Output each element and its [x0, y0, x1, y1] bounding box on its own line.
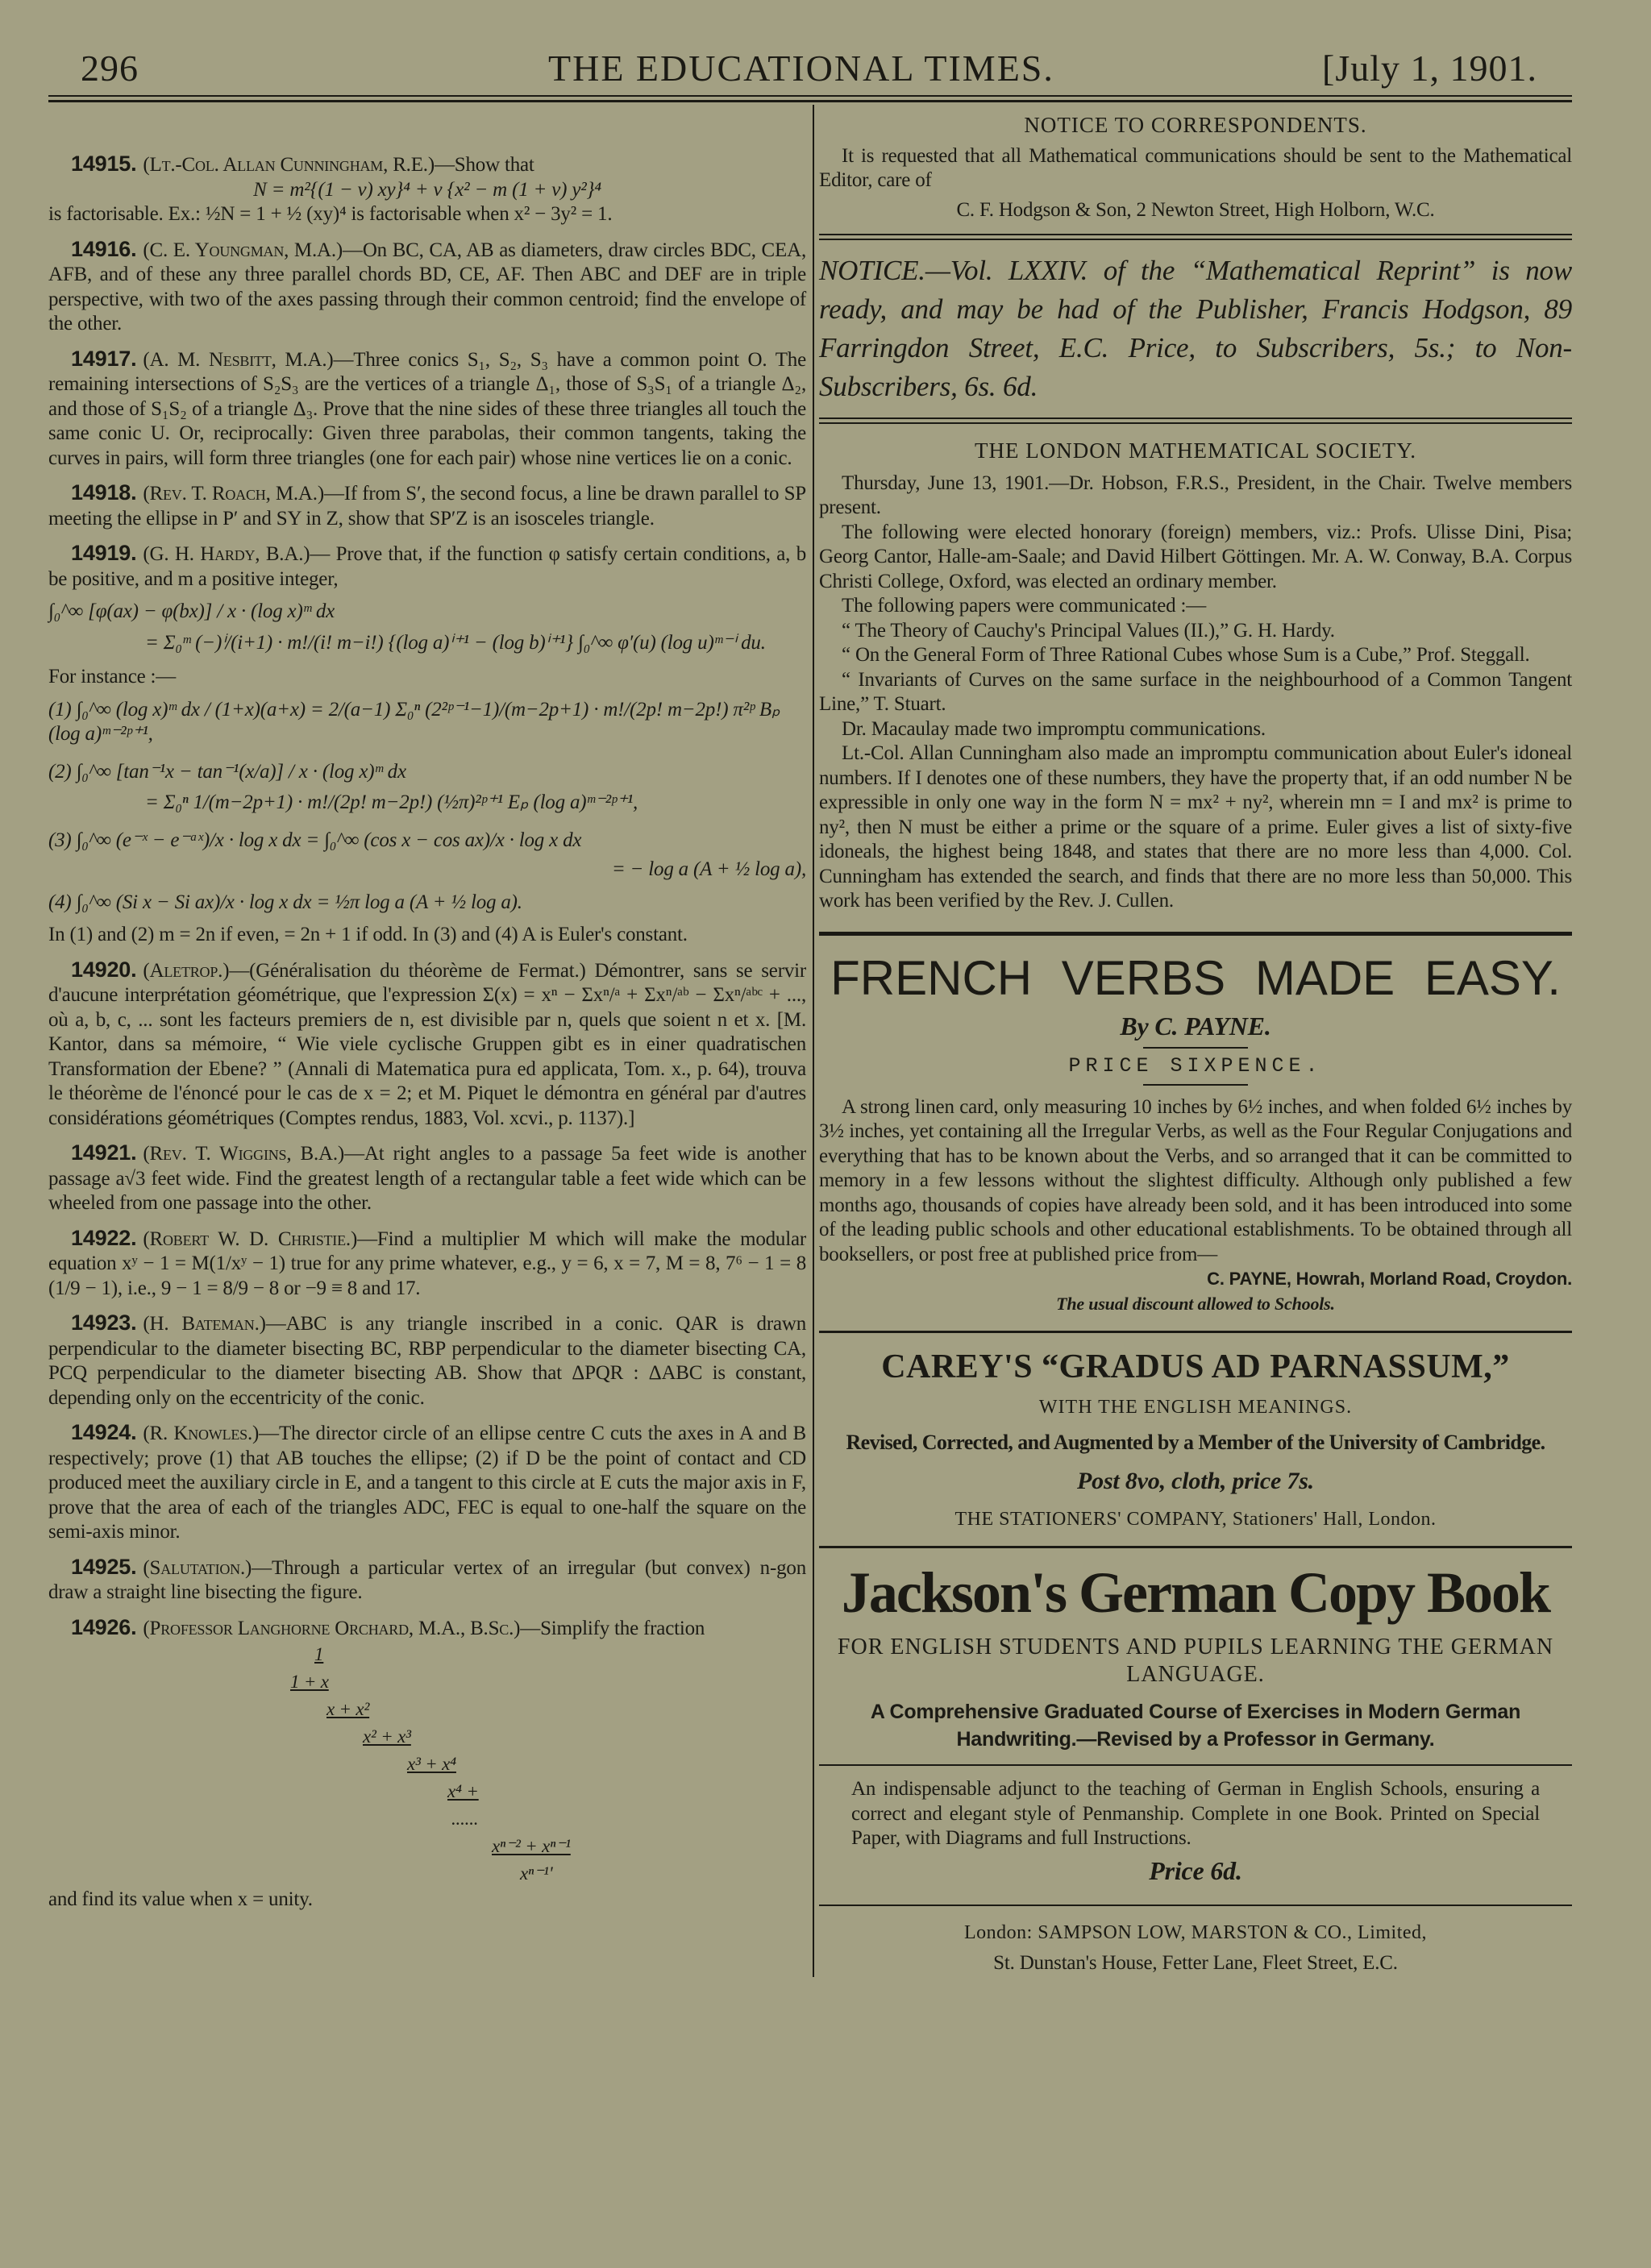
fraction-term: 1 + x [290, 1672, 329, 1692]
notice-address: C. F. Hodgson & Son, 2 Newton Street, High Holborn, W.C. [956, 198, 1435, 221]
problem-number: 14918. [71, 480, 137, 505]
problem-14921 [48, 1140, 806, 1216]
notice-title: NOTICE TO CORRESPONDENTS. [1024, 113, 1367, 137]
fraction-term: 1 [314, 1644, 324, 1664]
problem-number: 14919. [71, 541, 137, 565]
carey-ad-revised: Revised, Corrected, and Augmented by a Member of the University of Cambridge. [846, 1431, 1545, 1454]
problem-text: —ABC is any triangle inscribed in a conic. QAR is drawn perpendicular to the diameter bisecting BC, RBP perpendicular to the diameter bisecting CA, PCQ perpendicular to the diameter bisecting AB. Show that ΔPQR : ΔABC is constant, depending only on the eccentricity of the conic. [48, 1313, 806, 1409]
problem-author: (A. M. Nesbitt, M.A.) [143, 348, 334, 371]
jackson-ad-subtitle: FOR ENGLISH STUDENTS AND PUPILS LEARNING THE GERMAN LANGUAGE. [837, 1635, 1554, 1687]
formula: (4) ∫₀^∞ (Si x − Si ax)/x · log x dx = ½π log a (A + ½ log a). [48, 891, 522, 913]
jackson-ad-title: Jackson's German Copy Book [841, 1560, 1550, 1625]
issue-date: [July 1, 1901. [1322, 48, 1537, 89]
problem-number: 14924. [71, 1420, 137, 1444]
lms-paragraph: “ The Theory of Cauchy's Principal Values (II.),” G. H. Hardy. [842, 619, 1335, 642]
problem-author: (Professor Langhorne Orchard, M.A., B.Sc.) [143, 1617, 521, 1639]
formula: = − log a (A + ½ log a), [611, 858, 806, 880]
jackson-ad-price: Price 6d. [1149, 1855, 1242, 1885]
page-number: 296 [81, 48, 139, 89]
problem-text: —Simplify the fraction [520, 1617, 705, 1639]
problem-14923 [48, 1311, 806, 1410]
divider [1143, 1084, 1248, 1086]
problem-text: —Find a multiplier M which will make the modular equation xʸ − 1 = M(1/xʸ − 1) true for any prime whatever, e.g., y = 6, x = 7, M = 8, 7⁶ − 1 = 8 (1/9 − 1), i.e., 9 − 1 = 8/9 − 8 or −9 ≡ 8 and 17. [48, 1227, 806, 1299]
problem-text: —(Généralisation du théorème de Fermat.) Démontrer, sans se servir d'aucune interprétation géométrique, que l'expression Σ(x) = xⁿ − Σxⁿ/ᵃ + Σxⁿ/ᵃᵇ − Σxⁿ/ᵃᵇᶜ + ..., où a, b, c, ... sont les facteurs premiers de n, est divisible par n, quels que soient n et x. [M. Kantor, dans sa mémoire, “ Wie viele cyclische Gruppen gibt es in einer quadratischen Transformation der Ebene? ” (Annali di Matematica pura ed applicata, Tom. x., p. 64), trouva le théorème de l'énoncé pour le cas de x = 2; et M. Piquet le démontra en général par d'autres considérations géométriques (Comptes rendus, 1883, Vol. xcvi., p. 1137).] [48, 959, 806, 1129]
lms-paragraph: Lt.-Col. Allan Cunningham also made an impromptu communication about Euler's idoneal numbers. If I denotes one of these numbers, they have the property that, if an odd number N be expressible in only one way in the form N = mx² + ny², wherein mn = I and mx² is prime to ny², then N must be either a prime or the square of a prime. Euler gives a list of sixty-five idoneals, the highest being 1848, and states that there are no more less than 4,000. Col. Cunningham has extended the search, and finds that there are no more less than 50,000. This work has been verified by the Rev. J. Cullen. [819, 742, 1572, 912]
lms-paragraph: The following were elected honorary (foreign) members, viz.: Profs. Ulisse Dini, Pisa; Georg Cantor, Halle-am-Saale; and David Hilbert Göttingen. Mr. A. W. Conway, B.A. Corpus Christi College, Oxford, was elected an ordinary member. [819, 521, 1572, 592]
problem-text: —At right angles to a passage 5a feet wide is another passage a√3 feet wide. Find the greatest length of a rectangular table a feet wide which can be wheeled from one passage into the other. [48, 1143, 806, 1214]
formula: = Σ₀ᵐ (−)ⁱ/(i+1) · m!/(i! m−i!) {(log a)ⁱ⁺¹ − (log b)ⁱ⁺¹} ∫₀^∞ φ′(u) (log u)ᵐ⁻ⁱ du. [145, 631, 766, 654]
problem-number: 14915. [71, 152, 137, 176]
lms-report [819, 438, 1572, 914]
section-rule [819, 1546, 1572, 1548]
problem-text-after: is factorisable. Ex.: ½N = 1 + ½ (xy)⁴ is factorisable when x² − 3y² = 1. [48, 203, 613, 225]
problem-author: (H. Bateman.) [143, 1313, 266, 1335]
section-rule [819, 234, 1572, 235]
problem-text: —On BC, CA, AB as diameters, draw circles BDC, CEA, AFB, and of these any three parallel chords BD, CE, AF. Then ABC and DEF are in triple perspective, with two of the axes passing through their common centroid; find the envelope of the other. [48, 239, 807, 334]
problem-14925 [48, 1555, 806, 1605]
divider [1143, 1047, 1248, 1049]
notice-correspondents [819, 113, 1572, 222]
problem-number: 14921. [71, 1140, 137, 1165]
jackson-ad-body: An indispensable adjunct to the teaching of German in English Schools, ensuring a correct and elegant style of Penmanship. Complete in one Book. Printed on Special Paper, with Diagrams and full Instructions. [851, 1778, 1540, 1849]
problem-text: —Three conics S₁, S₂, S₃ have a common point O. The remaining intersections of S₂S₃ are the vertices of a triangle Δ₁, those of S₃S₁ of a triangle Δ₂, and those of S₁S₂ of a triangle Δ₃. Prove that the nine sides of these three triangles all touch the same conic U. Or, reciprocally: Given three parabolas, their common tangents, taking the curves in pairs, will form three triangles (one for each pair) whose nine vertices lie on a conic. [48, 348, 806, 469]
jackson-ad-publisher-1: London: SAMPSON LOW, MARSTON & CO., Limited, [963, 1921, 1428, 1943]
french-ad-discount: The usual discount allowed to Schools. [1056, 1293, 1335, 1314]
problem-author: (Lt.-Col. Allan Cunningham, R.E.) [143, 154, 435, 176]
lms-paragraph: “ On the General Form of Three Rational Cubes whose Sum is a Cube,” Prof. Steggall. [842, 644, 1530, 666]
problem-14915 [48, 152, 806, 227]
french-ad-title: FRENCH VERBS MADE EASY. [830, 950, 1561, 1005]
problem-author: (Robert W. D. Christie.) [143, 1227, 358, 1250]
problem-text: —Through a particular vertex of an irregular (but convex) n-gon draw a straight line bisecting the figure. [48, 1556, 806, 1603]
problem-text: —If from S′, the second focus, a line be drawn parallel to SP meeting the ellipse in P′ and SY in Z, show that SP′Z is an isosceles triangle. [48, 483, 806, 530]
problem-text-after: In (1) and (2) m = 2n if even, = 2n + 1 if odd. In (3) and (4) A is Euler's constant. [48, 924, 688, 945]
formula: (2) ∫₀^∞ [tan⁻¹x − tan⁻¹(x/a)] / x · (log x)ᵐ dx [48, 760, 406, 783]
problem-number: 14922. [71, 1225, 137, 1250]
header-rule [48, 95, 1572, 97]
fraction-term: x² + x³ [363, 1726, 411, 1747]
column-divider [813, 105, 814, 1977]
section-rule [819, 1331, 1572, 1333]
lms-paragraph: Thursday, June 13, 1901.—Dr. Hobson, F.R.S., President, in the Chair. Twelve members present. [819, 471, 1572, 518]
carey-ad-publisher: THE STATIONERS' COMPANY, Stationers' Hall, London. [954, 1509, 1437, 1530]
lms-paragraph: “ Invariants of Curves on the same surface in the neighbourhood of a Common Tangent Line,” T. Stuart. [819, 668, 1572, 715]
problem-number: 14916. [71, 236, 137, 261]
problems-column [48, 105, 806, 1977]
notices-column [819, 105, 1572, 1977]
french-ad-address: C. PAYNE, Howrah, Morland Road, Croydon. [1207, 1269, 1572, 1289]
fraction-term: x⁴ + [447, 1781, 479, 1801]
problem-text: — Prove that, if the function φ satisfy certain conditions, a, b be positive, and m a positive integer, [48, 543, 806, 590]
problem-author: (G. H. Hardy, B.A.) [143, 543, 310, 565]
formula: (1) ∫₀^∞ (log x)ᵐ dx / (1+x)(a+x) = 2/(a−1) Σ₀ⁿ (2²ᵖ⁻¹−1)/(m−2p+1) · m!/(2p! m−2p!) π²ᵖ Bₚ (log a)ᵐ⁻²ᵖ⁺¹, [48, 698, 780, 745]
problem-14920 [48, 957, 806, 1132]
problem-text: —The director circle of an ellipse centre C cuts the axes in A and B respectively; prove (1) that AB touches the ellipse; (2) if D be the point of contact and CD produced meet the auxiliary circle in E, and a tangent to this circle at E cuts the major axis in F, prove that the area of each of the triangles ADC, FEC is equal to one-half the square on the semi-axis minor. [48, 1423, 806, 1543]
section-rule [819, 417, 1572, 419]
problem-number: 14925. [71, 1554, 137, 1579]
jackson-ad-description: A Comprehensive Graduated Course of Exercises in Modern German Handwriting.—Revised by a Professor in Germany. [870, 1701, 1521, 1751]
journal-title: THE EDUCATIONAL TIMES. [548, 48, 1054, 89]
formula: (3) ∫₀^∞ (e⁻ˣ − e⁻ᵃˣ)/x · log x dx = ∫₀^∞ (cos x − cos ax)/x · log x dx [48, 829, 582, 851]
problem-14919 [48, 541, 806, 948]
reprint-notice: NOTICE.—Vol. LXXIV. of the “Mathematical Reprint” is now ready, and may be had of the Publisher, Francis Hodgson, 89 Farringdon Street, E.C. Price, to Subscribers, 5s.; to Non-Subscribers, 6s. 6d. [819, 255, 1572, 402]
page-columns [48, 105, 1572, 2025]
problem-14926 [48, 1615, 806, 1913]
french-ad-price: PRICE SIXPENCE. [1068, 1053, 1323, 1078]
section-rule [819, 1905, 1572, 1906]
problem-author: (Rev. T. Roach, M.A.) [143, 483, 324, 505]
fraction-ellipsis: ...... [451, 1809, 479, 1829]
problem-number: 14917. [71, 346, 137, 371]
problem-14922 [48, 1226, 806, 1302]
problem-author: (R. Knowles.) [143, 1423, 260, 1444]
carey-ad-subtitle: WITH THE ENGLISH MEANINGS. [1038, 1397, 1353, 1418]
french-ad-byline: By C. PAYNE. [1120, 1011, 1271, 1041]
notice-text: It is requested that all Mathematical communications should be sent to the Mathematical Editor, care of [819, 144, 1572, 191]
carey-ad-title: CAREY'S “GRADUS AD PARNASSUM,” [881, 1348, 1510, 1385]
fraction-term: xⁿ⁻² + xⁿ⁻¹ [492, 1836, 571, 1856]
fraction-term: x³ + x⁴ [407, 1754, 456, 1774]
lms-title: THE LONDON MATHEMATICAL SOCIETY. [975, 438, 1416, 463]
lms-paragraph: Dr. Macaulay made two impromptu communications. [842, 717, 1266, 740]
section-rule [819, 239, 1572, 240]
problem-author: (C. E. Youngman, M.A.) [143, 239, 343, 261]
fraction-term: x + x² [326, 1699, 370, 1719]
problem-number: 14926. [71, 1614, 137, 1639]
lms-paragraph: The following papers were communicated :— [842, 595, 1207, 617]
carey-ad-price: Post 8vo, cloth, price 7s. [1077, 1468, 1314, 1494]
formula: = Σ₀ⁿ 1/(m−2p+1) · m!/(2p! m−2p!) (½π)²ᵖ⁺¹ Eₚ (log a)ᵐ⁻²ᵖ⁺¹, [145, 791, 638, 813]
problem-author: (Aletrop.) [143, 959, 230, 982]
problem-14918 [48, 480, 806, 531]
formula-intro: For instance :— [48, 666, 177, 687]
french-ad-body [819, 1095, 1572, 1317]
problem-author: (Salutation.) [143, 1556, 252, 1579]
problem-14917 [48, 347, 806, 471]
problem-text: —Show that [434, 154, 534, 176]
problem-author: (Rev. T. Wiggins, B.A.) [143, 1143, 345, 1165]
problem-number: 14920. [71, 957, 137, 982]
french-ad-text: A strong linen card, only measuring 10 inches by 6½ inches, and when folded 6½ inches by 3½ inches, yet containing all the Irregular Verbs, as well as the Four Regular Conjugations and everything that has to be known about the Verbs, and so arranged that it can be committed to memory in a few lessons without the slightest difficulty. Although only published a few months ago, thousands of copies have already been sold, and it has been introduced into some of the leading public schools and other educational establishments. To be obtained through all booksellers, or post free at published price from— [819, 1095, 1572, 1265]
jackson-ad-publisher-2: St. Dunstan's House, Fetter Lane, Fleet Street, E.C. [993, 1951, 1398, 1974]
problem-14926-after: and find its value when x = unity. [48, 1888, 313, 1910]
continued-fraction [290, 1641, 806, 1888]
fraction-term: xⁿ⁻¹' [520, 1863, 553, 1884]
section-rule [819, 1764, 1572, 1766]
header-rule-thick [48, 100, 1572, 102]
problem-number: 14923. [71, 1311, 137, 1335]
formula: N = m²{(1 − ν) xy}⁴ + ν {x² − m (1 + ν) y²}⁴ [253, 178, 601, 201]
formula: ∫₀^∞ [φ(ax) − φ(bx)] / x · (log x)ᵐ dx [48, 600, 335, 622]
section-rule [819, 422, 1572, 424]
problem-14924 [48, 1420, 806, 1545]
problem-14916 [48, 237, 806, 337]
section-rule [819, 932, 1572, 936]
page-header [0, 0, 1651, 105]
